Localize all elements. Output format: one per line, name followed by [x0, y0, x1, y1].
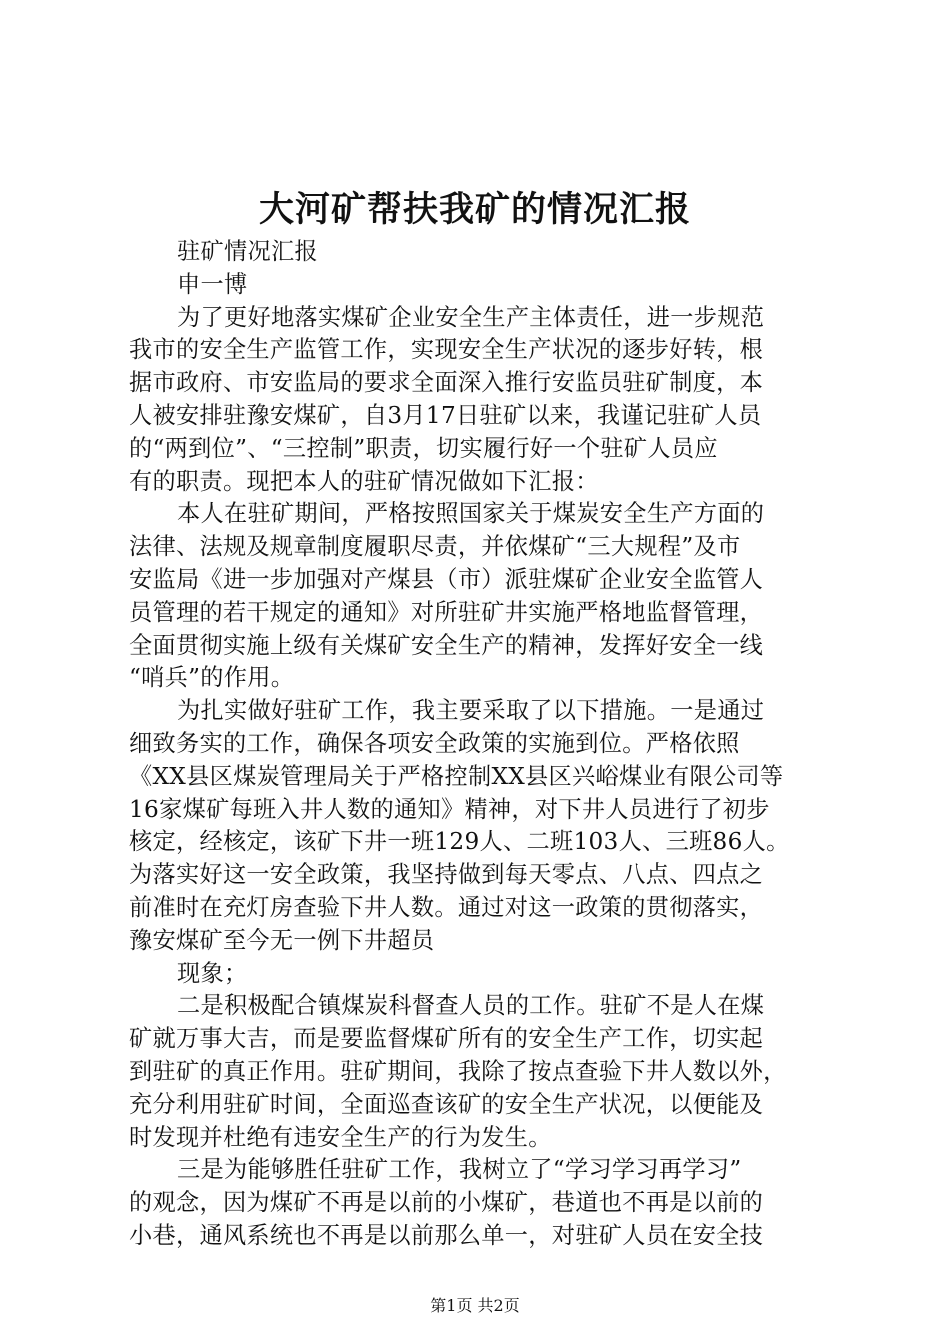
text-line: 的“两到位”、“三控制”职责，切实履行好一个驻矿人员应 [129, 434, 718, 462]
text-line: 矿就万事大吉，而是要监督煤矿所有的安全生产工作，切实起 [129, 1025, 764, 1053]
text-line: 核定，经核定，该矿下井一班129人、二班103人、三班86人。 [129, 828, 790, 856]
text-line: 豫安煤矿至今无一例下井超员 [129, 926, 435, 954]
text-line: “哨兵”的作用。 [129, 664, 295, 692]
text-line: 全面贯彻实施上级有关煤矿安全生产的精神，发挥好安全一线 [129, 631, 764, 659]
subtitle: 驻矿情况汇报 [177, 238, 318, 265]
text-line: 16家煤矿每班入井人数的通知》精神，对下井人员进行了初步 [129, 795, 770, 823]
text-line: 的观念，因为煤矿不再是以前的小煤矿，巷道也不再是以前的 [129, 1189, 764, 1217]
author: 申一博 [177, 270, 248, 298]
text-line: 据市政府、市安监局的要求全面深入推行安监员驻矿制度，本 [129, 369, 764, 397]
document-title: 大河矿帮扶我矿的情况汇报 [258, 189, 691, 230]
text-line: 充分利用驻矿时间，全面巡查该矿的安全生产状况，以便能及 [129, 1090, 764, 1118]
text-line: 人被安排驻豫安煤矿，自3月17日驻矿以来，我谨记驻矿人员 [129, 401, 762, 429]
text-line: 到驻矿的真正作用。驻矿期间，我除了按点查验下井人数以外， [129, 1057, 787, 1085]
text-line: 小巷，通风系统也不再是以前那么单一，对驻矿人员在安全技 [129, 1221, 764, 1249]
text-line: 安监局《进一步加强对产煤县（市）派驻煤矿企业安全监管人 [129, 565, 764, 593]
text-line: 法律、法规及规章制度履职尽责，并依煤矿“三大规程”及市 [129, 533, 741, 561]
text-line: 本人在驻矿期间，严格按照国家关于煤炭安全生产方面的 [177, 500, 765, 528]
text-line: 细致务实的工作，确保各项安全政策的实施到位。严格依照 [129, 729, 740, 757]
text-line: 《XX县区煤炭管理局关于严格控制XX县区兴峪煤业有限公司等 [129, 762, 784, 790]
text-line: 前准时在充灯房查验下井人数。通过对这一政策的贯彻落实， [129, 893, 764, 921]
text-line: 员管理的若干规定的通知》对所驻矿井实施严格地监督管理， [129, 598, 764, 626]
text-line: 我市的安全生产监管工作，实现安全生产状况的逐步好转，根 [129, 336, 764, 364]
document-body [129, 236, 839, 1253]
page-footer: 第1页 共2页 [430, 1296, 520, 1315]
text-line: 三是为能够胜任驻矿工作，我树立了“学习学习再学习” [177, 1156, 742, 1184]
text-line: 现象； [177, 959, 248, 987]
text-line: 二是积极配合镇煤炭科督查人员的工作。驻矿不是人在煤 [177, 992, 765, 1020]
text-line: 为扎实做好驻矿工作，我主要采取了以下措施。一是通过 [177, 697, 765, 725]
text-line: 有的职责。现把本人的驻矿情况做如下汇报： [129, 467, 599, 495]
text-line: 为落实好这一安全政策，我坚持做到每天零点、八点、四点之 [129, 861, 764, 889]
text-line: 时发现并杜绝有违安全生产的行为发生。 [129, 1123, 552, 1151]
text-line: 为了更好地落实煤矿企业安全生产主体责任，进一步规范 [177, 303, 765, 331]
